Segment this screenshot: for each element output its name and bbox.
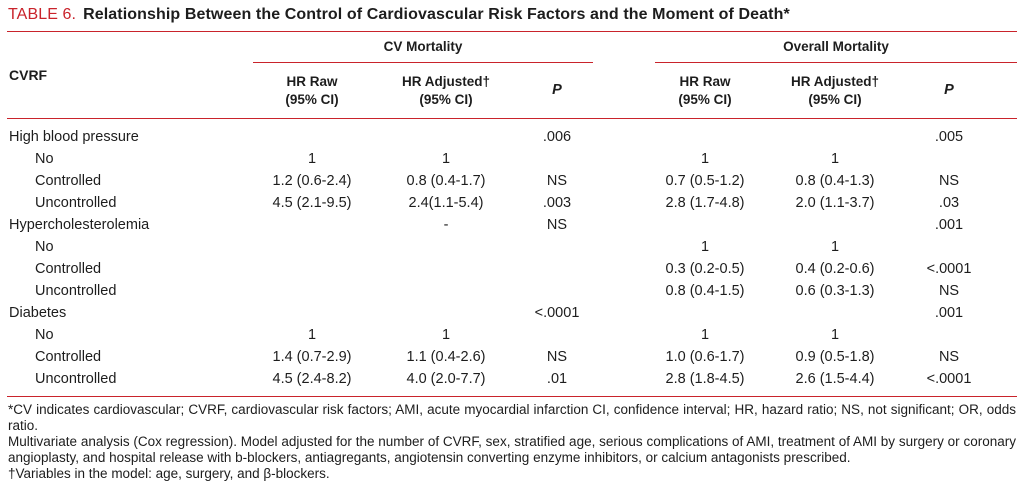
overall-hr-adjusted-value: 2.6 (1.5-4.4) <box>795 371 875 387</box>
cv-hr-adjusted-value: 4.0 (2.0-7.7) <box>406 371 486 387</box>
overall-p-value: .001 <box>934 217 964 233</box>
table-row <box>7 192 1017 214</box>
row-label: Diabetes <box>9 305 67 321</box>
footnote-analysis: Multivariate analysis (Cox regression). Model adjusted for the number of CVRF, sex, stratified age, serious complications of AMI, treatment of AMI by surgery or coronary angioplasty, and hospital release with b-blockers, antiagregants, angiotensin converting enzyme inhibitors, or calcium antagonists prescribed. <box>8 434 1016 465</box>
overall-p-value: NS <box>938 173 960 189</box>
column-gap <box>593 324 655 346</box>
cv-p-value: NS <box>546 349 568 365</box>
cv-hr-adjusted-value <box>371 280 521 302</box>
table-row <box>7 148 1017 170</box>
column-gap <box>593 302 655 324</box>
table-row <box>7 258 1017 280</box>
group-header-row <box>7 32 1017 63</box>
overall-hr-adjusted-value <box>755 302 915 324</box>
table-header <box>7 32 1017 119</box>
cv-hr-adjusted-value <box>371 119 521 149</box>
overall-mortality-group-header: Overall Mortality <box>655 32 1017 63</box>
table-row <box>7 214 1017 236</box>
header-line: (95% CI) <box>285 91 339 107</box>
header-line: (95% CI) <box>678 91 732 107</box>
column-gap <box>593 119 655 149</box>
overall-hr-raw-value <box>655 119 755 149</box>
row-label: Controlled <box>35 349 102 365</box>
cv-hr-adjusted-value <box>371 302 521 324</box>
overall-hr-adjusted-value <box>755 119 915 149</box>
overall-hr-adjusted-value: 1 <box>830 151 840 167</box>
cv-hr-raw-value <box>253 280 371 302</box>
row-label: Controlled <box>35 173 102 189</box>
column-gap <box>593 368 655 397</box>
cv-hr-adjusted-value: - <box>443 217 449 233</box>
row-label: Hypercholesterolemia <box>9 217 150 233</box>
overall-hr-raw-value: 1 <box>700 151 710 167</box>
column-gap <box>593 170 655 192</box>
column-gap <box>593 280 655 302</box>
overall-hr-raw-value <box>655 214 755 236</box>
row-label: No <box>35 327 54 343</box>
overall-hr-raw-value: 1.0 (0.6-1.7) <box>665 349 745 365</box>
column-gap <box>593 148 655 170</box>
row-label: Uncontrolled <box>35 283 117 299</box>
column-gap <box>593 214 655 236</box>
overall-hr-adjusted-value: 0.4 (0.2-0.6) <box>795 261 875 277</box>
header-line: HR Adjusted† <box>791 73 880 89</box>
cv-mortality-group-header: CV Mortality <box>253 32 593 63</box>
table-body <box>7 119 1017 397</box>
table-number: TABLE 6. <box>8 6 77 23</box>
cv-hr-raw-value: 1.2 (0.6-2.4) <box>272 173 352 189</box>
row-label: Uncontrolled <box>35 371 117 387</box>
cv-hr-raw-value <box>253 258 371 280</box>
row-label: Controlled <box>35 261 102 277</box>
overall-hr-raw-value: 2.8 (1.8-4.5) <box>665 371 745 387</box>
cv-hr-raw-value: 4.5 (2.4-8.2) <box>272 371 352 387</box>
cv-hr-adjusted-header <box>371 63 521 119</box>
cv-hr-adjusted-value: 0.8 (0.4-1.7) <box>406 173 486 189</box>
overall-p-value: NS <box>938 283 960 299</box>
cv-p-value: <.0001 <box>534 305 580 321</box>
column-gap <box>593 192 655 214</box>
footnote-model-variables: †Variables in the model: age, surgery, and β-blockers. <box>8 466 330 481</box>
cv-p-value <box>521 258 593 280</box>
overall-p-value <box>915 324 1017 346</box>
overall-p-value: .001 <box>934 305 964 321</box>
cv-hr-adjusted-value: 1 <box>441 327 451 343</box>
risk-factors-table <box>7 31 1017 397</box>
cv-p-value: NS <box>546 173 568 189</box>
cv-hr-raw-value: 1.4 (0.7-2.9) <box>272 349 352 365</box>
cv-hr-raw-value: 1 <box>307 327 317 343</box>
overall-hr-adjusted-value: 0.6 (0.3-1.3) <box>795 283 875 299</box>
cv-hr-adjusted-value <box>371 258 521 280</box>
column-gap <box>593 236 655 258</box>
row-label: High blood pressure <box>9 129 139 145</box>
table-row <box>7 119 1017 149</box>
row-label: Uncontrolled <box>35 195 117 211</box>
overall-hr-adjusted-value: 1 <box>830 239 840 255</box>
overall-hr-raw-value: 0.7 (0.5-1.2) <box>665 173 745 189</box>
overall-hr-adjusted-value: 0.9 (0.5-1.8) <box>795 349 875 365</box>
cvrf-column-header: CVRF <box>7 32 253 119</box>
footnote-abbreviations: *CV indicates cardiovascular; CVRF, cardiovascular risk factors; AMI, acute myocardial infarction CI, confidence interval; HR, hazard ratio; NS, not significant; OR, odds ratio. <box>8 402 1016 433</box>
overall-p-value: <.0001 <box>926 371 972 387</box>
overall-hr-raw-value: 1 <box>700 239 710 255</box>
overall-p-value: .005 <box>934 129 964 145</box>
cv-p-value <box>521 324 593 346</box>
overall-p-value: .03 <box>938 195 960 211</box>
header-line: (95% CI) <box>808 91 862 107</box>
overall-hr-raw-value: 1 <box>700 327 710 343</box>
overall-p-value <box>915 236 1017 258</box>
cv-hr-raw-value: 1 <box>307 151 317 167</box>
cv-hr-raw-value <box>253 214 371 236</box>
header-line: (95% CI) <box>419 91 473 107</box>
table-row <box>7 236 1017 258</box>
cv-p-value: NS <box>546 217 568 233</box>
overall-hr-raw-header <box>655 63 755 119</box>
cv-p-value <box>521 148 593 170</box>
overall-p-header: P <box>915 63 1017 119</box>
overall-p-value <box>915 148 1017 170</box>
table-row <box>7 346 1017 368</box>
table-row <box>7 368 1017 397</box>
table-row <box>7 170 1017 192</box>
overall-hr-adjusted-value: 0.8 (0.4-1.3) <box>795 173 875 189</box>
header-line: HR Raw <box>286 73 338 89</box>
table-row <box>7 302 1017 324</box>
cv-hr-raw-header <box>253 63 371 119</box>
column-gap <box>593 346 655 368</box>
group-gap <box>593 32 655 119</box>
footnotes <box>7 402 1017 482</box>
column-gap <box>593 258 655 280</box>
overall-p-value: NS <box>938 349 960 365</box>
overall-hr-adjusted-value: 2.0 (1.1-3.7) <box>795 195 875 211</box>
overall-hr-raw-value <box>655 302 755 324</box>
header-line: HR Raw <box>679 73 731 89</box>
row-label: No <box>35 151 54 167</box>
cv-hr-adjusted-value: 2.4(1.1-5.4) <box>408 195 484 211</box>
cv-hr-raw-value <box>253 236 371 258</box>
cv-hr-adjusted-value: 1 <box>441 151 451 167</box>
cv-p-header: P <box>521 63 593 119</box>
overall-hr-adjusted-value: 1 <box>830 327 840 343</box>
cv-p-value: .01 <box>546 371 568 387</box>
table-row <box>7 324 1017 346</box>
cv-p-value <box>521 280 593 302</box>
cv-p-value: .003 <box>542 195 572 211</box>
title-text: Relationship Between the Control of Cardiovascular Risk Factors and the Moment of Death* <box>83 6 790 23</box>
header-line: HR Adjusted† <box>401 73 490 89</box>
table-title <box>7 2 1017 31</box>
cv-hr-adjusted-value: 1.1 (0.4-2.6) <box>406 349 486 365</box>
overall-hr-raw-value: 0.8 (0.4-1.5) <box>665 283 745 299</box>
cv-hr-adjusted-value <box>371 236 521 258</box>
overall-hr-raw-value: 0.3 (0.2-0.5) <box>665 261 745 277</box>
cv-hr-raw-value: 4.5 (2.1-9.5) <box>272 195 352 211</box>
overall-hr-adjusted-value <box>755 214 915 236</box>
cv-p-value: .006 <box>542 129 572 145</box>
overall-p-value: <.0001 <box>926 261 972 277</box>
cv-hr-raw-value <box>253 119 371 149</box>
overall-hr-raw-value: 2.8 (1.7-4.8) <box>665 195 745 211</box>
cv-hr-raw-value <box>253 302 371 324</box>
cv-p-value <box>521 236 593 258</box>
overall-hr-adjusted-header <box>755 63 915 119</box>
table-row <box>7 280 1017 302</box>
row-label: No <box>35 239 54 255</box>
